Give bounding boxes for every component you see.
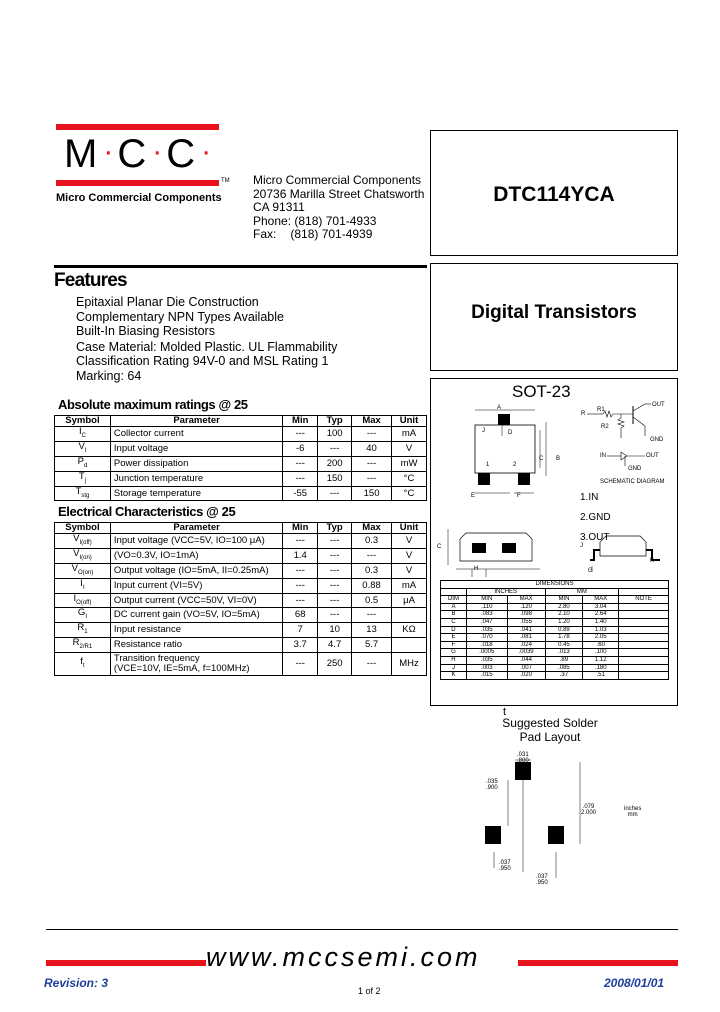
cell-unit: MHz [392, 653, 427, 676]
cell-parameter: DC current gain (VO=5V, IO=5mA) [110, 608, 282, 623]
feature-item: Epitaxial Planar Die Construction [76, 295, 259, 309]
table-row [55, 534, 427, 549]
schematic-label-r-in: R [581, 411, 586, 417]
dimension-cell: D [441, 626, 467, 634]
cell-max: 5.7 [352, 638, 392, 653]
dimension-cell: C [441, 618, 467, 626]
cell-parameter: Input resistance [110, 623, 282, 638]
dimension-row [441, 603, 669, 611]
dim-label-f: F [517, 493, 521, 499]
cell-min: --- [283, 653, 318, 676]
solder-pad-1 [485, 826, 501, 844]
cell-max: --- [352, 608, 392, 623]
dimension-cell [619, 626, 669, 634]
cell-unit: °C [392, 471, 427, 486]
solder-dim-mm: .800 [517, 758, 529, 764]
cell-typ: 200 [318, 456, 352, 471]
table-row [55, 456, 427, 471]
solder-pad-3 [515, 762, 531, 780]
features-rule [54, 265, 427, 268]
cell-symbol: $f_t$ [55, 653, 111, 676]
address-phone: Phone: (818) 701-4933 [253, 213, 377, 228]
dimension-cell: .035 [466, 626, 507, 634]
dim-col-max-in: MAX [507, 596, 545, 604]
dim-group-inches: INCHES [466, 588, 545, 596]
address-company: Micro Commercial Components [253, 173, 422, 187]
cell-parameter: (VO=0.3V, IO=1mA) [110, 548, 282, 563]
cell-max: 150 [352, 486, 392, 501]
dimension-cell: .035 [466, 656, 507, 664]
col-parameter: Parameter [110, 416, 282, 427]
logo-dot: · [201, 135, 216, 168]
pin-item: 2.GND [580, 512, 611, 523]
dim-label-a: A [497, 405, 502, 411]
table-row [55, 563, 427, 578]
dimension-cell: 0.89 [545, 626, 583, 634]
company-address [253, 174, 424, 242]
cell-symbol: $V_I$ [55, 441, 111, 456]
dimensions-title-row [441, 581, 669, 589]
cell-parameter: Input voltage (VCC=5V, IO=100 μA) [110, 534, 282, 549]
col-typ: Typ [318, 416, 352, 427]
table-row [55, 638, 427, 653]
dimension-cell: 2.05 [583, 634, 619, 642]
dimensions-sub-header [441, 596, 669, 604]
cell-max: 0.3 [352, 534, 392, 549]
cell-unit: μA [392, 593, 427, 608]
dimension-cell: K [441, 672, 467, 680]
dimension-cell: .083 [466, 611, 507, 619]
table-row [55, 623, 427, 638]
dimension-cell: A [441, 603, 467, 611]
cell-typ: 100 [318, 427, 352, 442]
cell-unit: mA [392, 427, 427, 442]
dimension-cell: 1.78 [545, 634, 583, 642]
col-parameter: Parameter [110, 523, 282, 534]
dim-label-d: D [508, 430, 513, 436]
solder-pad-2 [548, 826, 564, 844]
cell-typ: 10 [318, 623, 352, 638]
cell-min: -6 [283, 441, 318, 456]
dimension-cell [619, 603, 669, 611]
dimension-cell: .013 [545, 649, 583, 657]
cell-parameter: Transition frequency (VCE=10V, IE=5mA, f=100MHz) [110, 653, 282, 676]
dimension-cell: .51 [583, 672, 619, 680]
cell-typ: --- [318, 486, 352, 501]
dim-label-b: B [556, 456, 561, 462]
dim-col-dim: DIM [441, 596, 467, 604]
cell-unit [392, 638, 427, 653]
solder-mark-t: t [503, 706, 507, 718]
dimension-row [441, 664, 669, 672]
schematic-label-gnd2: GND [628, 466, 642, 472]
dim-group-mm: MM [545, 588, 619, 596]
cell-parameter: Storage temperature [110, 486, 282, 501]
pin-item: 3.OUT [580, 532, 610, 543]
cell-min: --- [283, 427, 318, 442]
dim-label-h: H [474, 566, 479, 572]
dimension-cell: .098 [507, 611, 545, 619]
cell-symbol: $V_{O(on)}$ [55, 563, 111, 578]
cell-parameter: Resistance ratio [110, 638, 282, 653]
logo-letter-c2: C [166, 132, 202, 176]
dim-group-empty [441, 588, 467, 596]
dimension-cell: 1.20 [545, 618, 583, 626]
cell-max: 40 [352, 441, 392, 456]
cell-min: 68 [283, 608, 318, 623]
solder-dim-4 [499, 860, 511, 872]
elec-table [54, 522, 427, 676]
cell-min: 7 [283, 623, 318, 638]
dimension-row [441, 641, 669, 649]
table-row [55, 578, 427, 593]
dimension-cell: .018 [466, 641, 507, 649]
dimension-cell: .100 [583, 649, 619, 657]
dim-label-c2: C [437, 544, 442, 550]
table-row [55, 653, 427, 676]
footer-rule [46, 929, 678, 930]
cell-min: --- [283, 593, 318, 608]
dimension-cell: .070 [466, 634, 507, 642]
pin-label-1: 1 [486, 462, 490, 468]
dimension-cell: .020 [507, 672, 545, 680]
cell-min: -55 [283, 486, 318, 501]
footer-right-bar [518, 960, 678, 966]
cell-max: 0.5 [352, 593, 392, 608]
features-heading: Features [54, 270, 127, 291]
package-end-view [590, 532, 670, 572]
cell-typ: --- [318, 548, 352, 563]
pin3-lead [498, 414, 510, 425]
address-street: 20736 Marilla Street Chatsworth [253, 186, 425, 201]
elec-heading: Electrical Characteristics @ 25 [58, 504, 236, 519]
dim-label-e: E [471, 493, 476, 499]
table-header-row [55, 523, 427, 534]
dimension-cell: B [441, 611, 467, 619]
logo-caption: Micro Commercial Components [56, 192, 222, 204]
dim-label-c: C [539, 456, 544, 462]
cell-unit: mA [392, 578, 427, 593]
pin2-lead [518, 473, 530, 485]
logo-bottom-bar [56, 180, 219, 186]
dimension-cell: .055 [507, 618, 545, 626]
dimension-cell: 2.64 [583, 611, 619, 619]
dimension-cell: .60 [583, 641, 619, 649]
feature-item: Complementary NPN Types Available [76, 309, 284, 324]
cell-unit: V [392, 441, 427, 456]
solder-unit-mm: mm [627, 812, 638, 818]
cell-max: --- [352, 427, 392, 442]
dim-label-j2: J [580, 543, 583, 549]
dimension-cell: F [441, 641, 467, 649]
solder-dim-inch: .031 [517, 752, 529, 758]
dim-group-empty [619, 588, 669, 596]
dimension-cell: .047 [466, 618, 507, 626]
package-outline-drawing [450, 400, 570, 500]
dimension-cell [619, 656, 669, 664]
dimension-cell: .024 [507, 641, 545, 649]
cell-parameter: Output voltage (IO=5mA, II=0.25mA) [110, 563, 282, 578]
pin1-lead [478, 473, 490, 485]
cell-max: 0.3 [352, 563, 392, 578]
dimension-cell: .180 [583, 664, 619, 672]
dim-col-min-in: MIN [466, 596, 507, 604]
feature-item: Built-In Biasing Resistors [76, 324, 215, 338]
dimension-cell: .015 [466, 672, 507, 680]
solder-title [490, 716, 610, 744]
cell-typ: --- [318, 534, 352, 549]
cell-parameter: Input current (VI=5V) [110, 578, 282, 593]
solder-dim-mm: .950 [499, 866, 511, 872]
dimension-cell: 2.80 [545, 603, 583, 611]
cell-typ: --- [318, 578, 352, 593]
cell-min: --- [283, 471, 318, 486]
dimension-cell: H [441, 656, 467, 664]
cell-symbol: $T_j$ [55, 471, 111, 486]
logo [64, 132, 215, 177]
solder-unit-inches: inches [624, 806, 642, 812]
table-header-row [55, 416, 427, 427]
package-name: SOT-23 [512, 382, 571, 401]
cell-unit: V [392, 534, 427, 549]
abs-max-heading: Absolute maximum ratings @ 25 [58, 397, 248, 412]
solder-dim-3 [581, 804, 596, 816]
cell-typ: --- [318, 593, 352, 608]
col-unit: Unit [392, 523, 427, 534]
cell-max: --- [352, 653, 392, 676]
dimension-row [441, 618, 669, 626]
logo-letter-c1: C [117, 132, 153, 176]
solder-dim-5 [536, 874, 548, 886]
table-row [55, 593, 427, 608]
package-side-view [436, 525, 576, 585]
solder-title-line2: Pad Layout [519, 730, 581, 744]
dimension-cell: .041 [507, 626, 545, 634]
abs-max-table [54, 415, 427, 501]
website-link[interactable]: www.mccsemi.com [206, 942, 481, 972]
cell-max: --- [352, 548, 392, 563]
address-fax: Fax: (818) 701-4939 [253, 227, 373, 241]
solder-pad-layout-drawing [470, 752, 620, 892]
revision: Revision: 3 [44, 976, 109, 990]
cell-min: --- [283, 578, 318, 593]
cell-unit [392, 608, 427, 623]
solder-dim-mm: 2.000 [581, 810, 597, 816]
dimensions-table [440, 580, 669, 680]
solder-dim-inch: .035 [486, 779, 498, 785]
dimension-cell: .0039 [507, 649, 545, 657]
cell-min: 3.7 [283, 638, 318, 653]
cell-max: 0.88 [352, 578, 392, 593]
dimensions-group-row [441, 588, 669, 596]
dimension-cell: 1.12 [583, 656, 619, 664]
col-unit: Unit [392, 416, 427, 427]
dim-col-note: NOTE [619, 596, 669, 604]
schematic-label-gnd: GND [650, 437, 664, 443]
cell-unit: V [392, 563, 427, 578]
logo-letter-m: M [64, 132, 104, 176]
col-max: Max [352, 416, 392, 427]
table-row [55, 608, 427, 623]
dimension-cell: 2.10 [545, 611, 583, 619]
cell-min: --- [283, 563, 318, 578]
feature-item: Marking: 64 [76, 368, 142, 383]
cell-unit: KΩ [392, 623, 427, 638]
cell-max: --- [352, 456, 392, 471]
table-row [55, 471, 427, 486]
schematic-label-out2: OUT [646, 453, 659, 459]
dimension-cell: .120 [507, 603, 545, 611]
dimension-row [441, 634, 669, 642]
feature-item: Case Material: Molded Plastic. UL Flammability [76, 339, 338, 354]
dimension-cell [619, 641, 669, 649]
table-row [55, 486, 427, 501]
solder-dim-mm: .950 [536, 880, 548, 886]
dimension-cell: .081 [507, 634, 545, 642]
cell-unit: mW [392, 456, 427, 471]
dim-label-j: J [482, 428, 485, 434]
cell-symbol: $P_d$ [55, 456, 111, 471]
cell-typ: --- [318, 563, 352, 578]
cell-min: --- [283, 534, 318, 549]
dimension-row [441, 626, 669, 634]
cell-unit: V [392, 548, 427, 563]
features-list [76, 295, 337, 383]
cell-parameter: Output current (VCC=50V, VI=0V) [110, 593, 282, 608]
cell-symbol: $I_{O(off)}$ [55, 593, 111, 608]
cell-min: 1.4 [283, 548, 318, 563]
dimension-cell: 3.04 [583, 603, 619, 611]
table-row [55, 548, 427, 563]
product-type-box [430, 263, 678, 371]
dimension-cell: .085 [545, 664, 583, 672]
part-number: DTC114YCA [493, 183, 615, 206]
dimension-row [441, 656, 669, 664]
cell-max: --- [352, 471, 392, 486]
cell-symbol: $I_C$ [55, 427, 111, 442]
cell-typ: 250 [318, 653, 352, 676]
cell-symbol: $G_I$ [55, 608, 111, 623]
solder-dim-1 [517, 752, 529, 764]
dimension-cell: .044 [507, 656, 545, 664]
table-row [55, 427, 427, 442]
schematic-label-out: OUT [652, 402, 665, 408]
dimension-cell [619, 634, 669, 642]
schematic-label-r2: R2 [601, 424, 609, 430]
dimension-cell: .0005 [466, 649, 507, 657]
cell-typ: --- [318, 608, 352, 623]
dimension-cell: .89 [545, 656, 583, 664]
dimension-cell: J [441, 664, 467, 672]
dimension-cell [619, 672, 669, 680]
solder-dim-inch: .037 [499, 860, 511, 866]
table-row [55, 441, 427, 456]
logo-dot: · [103, 135, 118, 168]
cell-symbol: $R_1$ [55, 623, 111, 638]
footer-left-bar [46, 960, 206, 966]
dimension-cell: 1.40 [583, 618, 619, 626]
solder-units [624, 806, 641, 818]
cell-max: 13 [352, 623, 392, 638]
dim-label-k: K [650, 558, 655, 564]
schematic-label-in: IN [600, 453, 606, 459]
col-max: Max [352, 523, 392, 534]
dimension-row [441, 611, 669, 619]
solder-dim-2 [486, 779, 498, 791]
revision-date: 2008/01/01 [604, 976, 665, 990]
solder-dim-inch: .037 [536, 874, 548, 880]
logo-top-bar [56, 124, 219, 130]
part-number-box [430, 130, 678, 256]
col-min: Min [283, 416, 318, 427]
dimension-cell: 0.45 [545, 641, 583, 649]
cell-symbol: $I_I$ [55, 578, 111, 593]
cell-parameter: Collector current [110, 427, 282, 442]
dimensions-title: DIMENSIONS [441, 581, 669, 589]
cell-typ: 4.7 [318, 638, 352, 653]
dim-col-min-mm: MIN [545, 596, 583, 604]
schematic-label-r1: R1 [597, 407, 605, 413]
cell-symbol: $R_{2/R1}$ [55, 638, 111, 653]
feature-item: Classification Rating 94V-0 and MSL Rating 1 [76, 354, 329, 368]
cell-symbol: $V_{I(on)}$ [55, 548, 111, 563]
pin-label-2: 2 [513, 462, 517, 468]
dimension-cell: 1.03 [583, 626, 619, 634]
dimension-cell: .37 [545, 672, 583, 680]
col-symbol: Symbol [55, 523, 111, 534]
page-number: 1 of 2 [358, 986, 381, 996]
solder-title-line1: Suggested Solder [502, 716, 598, 730]
dimension-cell: .003 [466, 664, 507, 672]
cell-parameter: Input voltage [110, 441, 282, 456]
dimension-row [441, 672, 669, 680]
address-city: CA 91311 [253, 200, 305, 214]
trademark: TM [221, 178, 230, 184]
dimension-cell [619, 649, 669, 657]
dimension-cell [619, 611, 669, 619]
dimension-cell: .110 [466, 603, 507, 611]
cell-typ: --- [318, 441, 352, 456]
cell-symbol: $V_{I(off)}$ [55, 534, 111, 549]
cell-symbol: $T_{stg}$ [55, 486, 111, 501]
cell-parameter: Junction temperature [110, 471, 282, 486]
dim-col-max-mm: MAX [583, 596, 619, 604]
dimension-cell: G [441, 649, 467, 657]
solder-dim-mm: .900 [486, 785, 498, 791]
col-symbol: Symbol [55, 416, 111, 427]
cell-typ: 150 [318, 471, 352, 486]
logo-dot: · [152, 135, 167, 168]
cell-parameter: Power dissipation [110, 456, 282, 471]
product-type: Digital Transistors [471, 302, 637, 323]
solder-dim-inch: .079 [582, 804, 595, 810]
col-min: Min [283, 523, 318, 534]
dimension-cell: .007 [507, 664, 545, 672]
col-typ: Typ [318, 523, 352, 534]
schematic-caption: SCHEMATIC DIAGRAM [600, 479, 665, 485]
dimension-cell: E [441, 634, 467, 642]
pin-item: 1.IN [580, 492, 599, 503]
dim-label-g: G [588, 568, 593, 574]
cell-unit: °C [392, 486, 427, 501]
cell-min: --- [283, 456, 318, 471]
dimension-row [441, 649, 669, 657]
dimension-cell [619, 618, 669, 626]
dimension-cell [619, 664, 669, 672]
